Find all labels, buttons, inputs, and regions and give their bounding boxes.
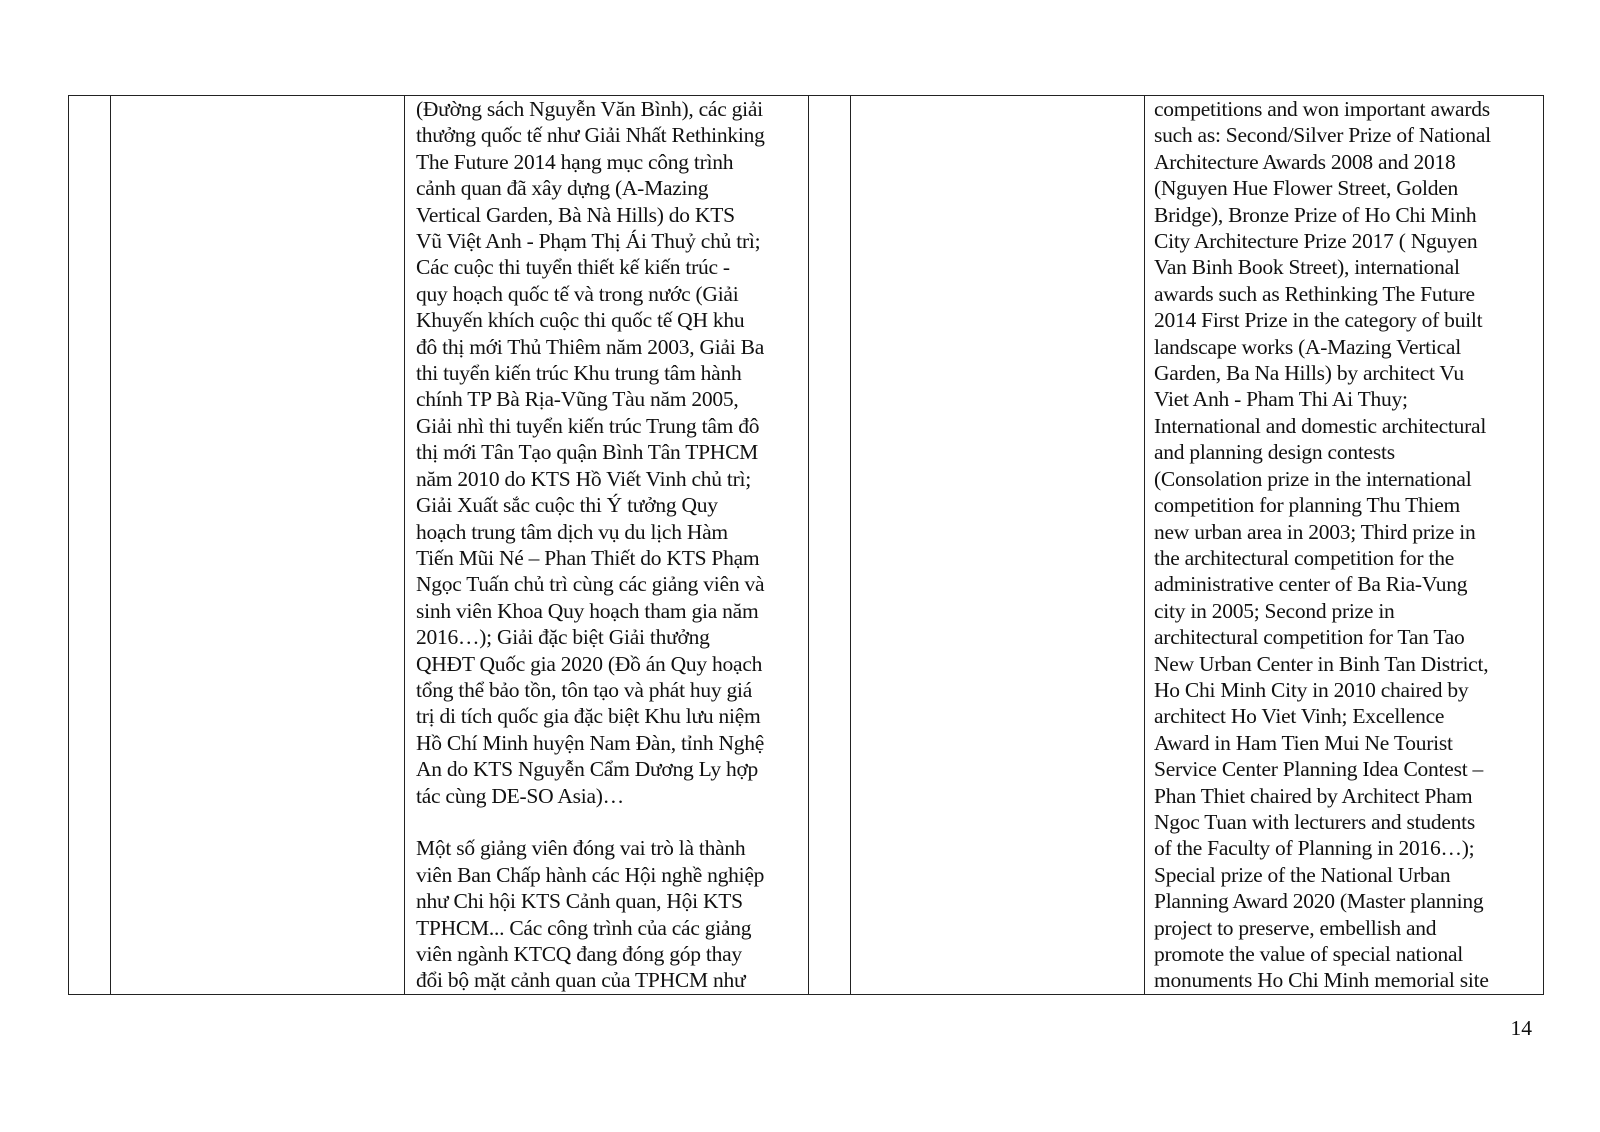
content-table [68,95,1544,995]
en-number-cell [809,96,851,995]
vi-paragraph-1: (Đường sách Nguyễn Văn Bình), các giải thưởng quốc tế như Giải Nhất Rethinking The Future 2014 hạng mục công trình cảnh quan đã xây dựng (A-Mazing Vertical Garden, Bà Nà Hills) do KTS Vũ Việt Anh - Phạm Thị Ái Thuỷ chủ trì; Các cuộc thi tuyển thiết kế kiến trúc - quy hoạch quốc tế và trong nước (Giải Khuyến khích cuộc thi quốc tế QH khu đô thị mới Thủ Thiêm năm 2003, Giải Ba thi tuyển kiến trúc Khu trung tâm hành chính TP Bà Rịa-Vũng Tàu năm 2005, Giải nhì thi tuyển kiến trúc Trung tâm đô thị mới Tân Tạo quận Bình Tân TPHCM năm 2010 do KTS Hồ Viết Vinh chủ trì; Giải Xuất sắc cuộc thi Ý tưởng Quy hoạch trung tâm dịch vụ du lịch Hàm Tiến Mũi Né – Phan Thiết do KTS Phạm Ngọc Tuấn chủ trì cùng các giảng viên và sinh viên Khoa Quy hoạch tham gia năm 2016…); Giải đặc biệt Giải thưởng QHĐT Quốc gia 2020 (Đồ án Quy hoạch tổng thể bảo tồn, tôn tạo và phát huy giá trị di tích quốc gia đặc biệt Khu lưu niệm Hồ Chí Minh huyện Nam Đàn, tỉnh Nghệ An do KTS Nguyễn Cẩm Dương Ly hợp tác cùng DE-SO Asia)… [416,97,765,808]
vi-number-cell [69,96,111,995]
en-content-cell [1145,96,1544,995]
page-number: 14 [1510,1016,1532,1040]
en-paragraph: competitions and won important awards such as: Second/Silver Prize of National Architecture Awards 2008 and 2018 (Nguyen Hue Flower Street, Golden Bridge), Bronze Prize of Ho Chi Minh City Architecture Prize 2017 ( Nguyen Van Binh Book Street), international awards such as Rethinking The Future 2014 First Prize in the category of built landscape works (A-Mazing Vertical Garden, Ba Na Hills) by architect Vu Viet Anh - Pham Thi Ai Thuy; International and domestic architectural and planning design contests (Consolation prize in the international competition for planning Thu Thiem new urban area in 2003; Third prize in the architectural competition for the administrative center of Ba Ria-Vung city in 2005; Second prize in architectural competition for Tan Tao New Urban Center in Binh Tan District, Ho Chi Minh City in 2010 chaired by architect Ho Viet Vinh; Excellence Award in Ham Tien Mui Ne Tourist Service Center Planning Idea Contest – Phan Thiet chaired by Architect Pham Ngoc Tuan with lecturers and students of the Faculty of Planning in 2016…); Special prize of the National Urban Planning Award 2020 (Master planning project to preserve, embellish and promote the value of special national monuments Ho Chi Minh memorial site [1154,97,1491,993]
vi-paragraph-2: Một số giảng viên đóng vai trò là thành viên Ban Chấp hành các Hội nghề nghiệp như Chi hội KTS Cảnh quan, Hội KTS TPHCM... Các công trình của các giảng viên ngành KTCQ đang đóng góp thay đổi bộ mặt cảnh quan của TPHCM như [416,836,765,993]
vi-criterion-cell [111,96,405,995]
vi-content-cell [405,96,809,995]
en-criterion-cell [851,96,1145,995]
table-row [69,96,1544,995]
